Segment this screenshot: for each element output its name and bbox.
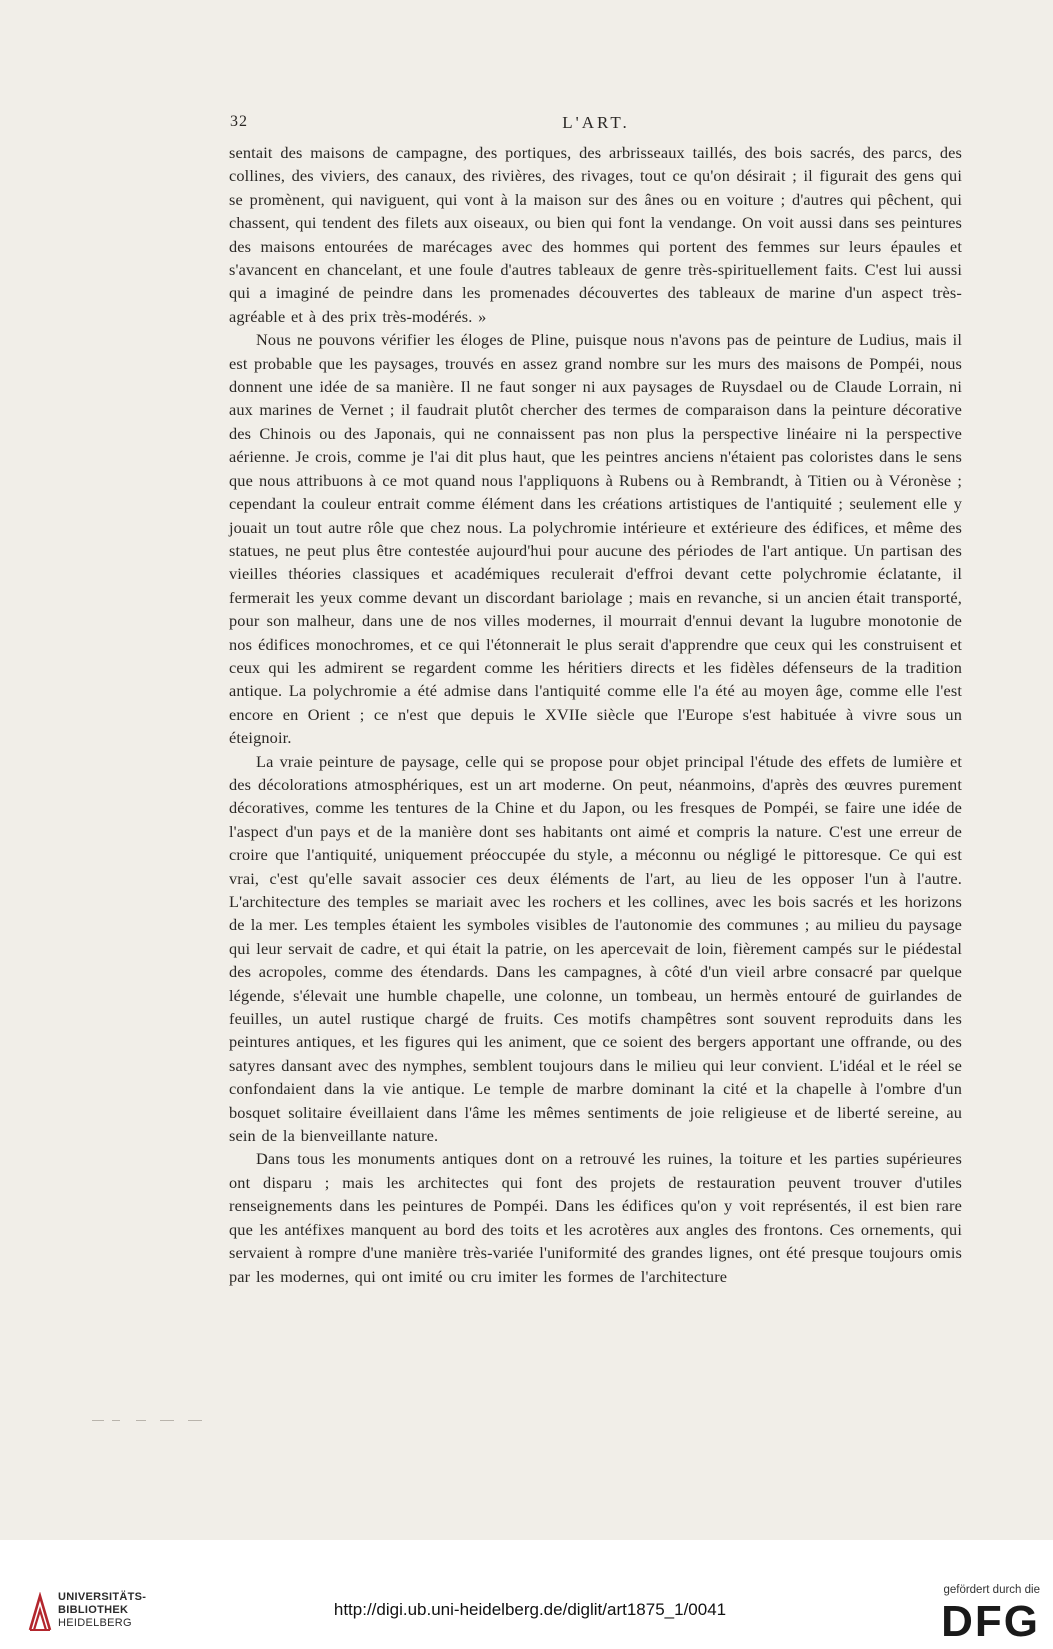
scan-mark xyxy=(160,1420,174,1421)
sponsor-caption: gefördert durch die xyxy=(943,1584,1040,1596)
journal-title: L'ART. xyxy=(562,113,630,132)
footer-bar xyxy=(0,1540,1053,1649)
sponsor-block xyxy=(920,1584,1040,1646)
scan-mark xyxy=(112,1420,120,1421)
library-name: UNIVERSITÄTS- BIBLIOTHEK HEIDELBERG xyxy=(58,1591,147,1629)
scan-mark xyxy=(92,1420,104,1421)
running-head xyxy=(230,113,962,135)
permalink-url[interactable]: http://digi.ub.uni-heidelberg.de/diglit/art1875_1/0041 xyxy=(333,1600,727,1619)
paragraph-4: Dans tous les monuments antiques dont on a retrouvé les ruines, la toiture et les parties supérieures ont disparu ; mais les architectes qui font des projets de restauration peuvent trouver d'utiles renseignements dans les peintures de Pompéi. Dans les édifices qu'on y voit représentés, il est bien rare que les antéfixes manquent au bord des toits et les acrotères aux angles des frontons. Ces ornements, qui servaient à rompre d'une manière très-variée l'uniformité des grandes lignes, ont été presque toujours omis par les modernes, qui ont imité ou cru imiter les formes de l'architecture xyxy=(229,1149,962,1286)
library-logo[interactable] xyxy=(28,1590,178,1636)
paragraph-3: La vraie peinture de paysage, celle qui se propose pour objet principal l'étude des effets de lumière et des décolorations atmosphériques, est un art moderne. On peut, néanmoins, d'après des œuvres purement décoratives, comme les tentures de la Chine et du Japon, ou les fresques de Pompéi, se faire une idée de l'aspect d'un pays et de la manière dont ses habitants ont aimé et compris la nature. C'est une erreur de croire que l'antiquité, uniquement préoccupée du style, a méconnu ou négligé le pittoresque. Ce qui est vrai, c'est qu'elle savait associer ces deux éléments de l'art, au lieu de les opposer l'un à l'autre. L'architecture des temples se mariait avec les rochers et les collines, avec les bois sacrés et les horizons de la mer. Les temples étaient les symboles visibles de l'autonomie des communes ; au milieu du paysage qui leur servait de cadre, et qui était la patrie, on les apercevait de loin, fièrement campés sur le piédestal des acropoles, comme des étendards. Dans les campagnes, à côté d'un vieil arbre consacré par quelque légende, s'élevait une humble chapelle, une colonne, un tombeau, un hermès entouré de guirlandes de feuilles, un autel rustique chargé de fruits. Ces motifs champêtres sont souvent reproduits dans les peintures antiques, et les figures qui les animent, que ce soient des bergers apportant une offrande, ou des satyres dansant avec des nymphes, semblent toujours dans le milieu qui leur convient. L'idéal et le réel se confondaient dans la vie antique. Le temple de marbre dominant la cité et la chapelle à l'ombre d'un bosquet solitaire éveillaient dans l'âme les mêmes sentiments de joie religieuse et de liberté sereine, au sein de la bienveillante nature. xyxy=(229,751,962,1146)
article-body xyxy=(229,141,962,1288)
paragraph-1: sentait des maisons de campagne, des portiques, des arbrisseaux taillés, des bois sacrés, des parcs, des collines, des viviers, des canaux, des rivières, des rivages, tout ce qu'on désirait ; il figurait des gens qui se promènent, qui naviguent, qui vont à la maison sur des ânes ou en voiture ; d'autres qui pêchent, qui chassent, qui tendent des filets aux oiseaux, ou bien qui font la vendange. On voit aussi dans ses peintures des maisons entourées de marécages avec des hommes qui portent des femmes sur leurs épaules et s'avancent en chancelant, et une foule d'autres tableaux de genre très-spirituellement faits. C'est lui aussi qui a imaginé de peindre dans les promenades découvertes des tableaux de marine d'un aspect très-agréable et à des prix très-modérés. » xyxy=(229,143,962,326)
paragraph-2: Nous ne pouvons vérifier les éloges de Pline, puisque nous n'avons pas de peinture de Ludius, mais il est probable que les paysages, trouvés en assez grand nombre sur les murs des maisons de Pompéi, nous donnent une idée de sa manière. Il ne faut songer ni aux paysages de Ruysdael ou de Claude Lorrain, ni aux marines de Vernet ; il faudrait plutôt chercher des termes de comparaison dans la peinture décorative des Chinois ou des Japonais, qui ne connaissent pas non plus la perspective linéaire ni la perspective aérienne. Je crois, comme je l'ai dit plus haut, que les peintres anciens n'étaient pas coloristes dans le sens que nous attribuons à ce mot quand nous l'appliquons à Rubens ou à Rembrandt, à Titien ou à Véronèse ; cependant la couleur entrait comme élément dans les créations artistiques de l'antiquité ; seulement elle y jouait un tout autre rôle que chez nous. La polychromie intérieure et extérieure des édifices, et même des statues, ne peut plus être contestée aujourd'hui pour aucune des périodes de l'art antique. Un partisan des vieilles théories classiques et académiques reculerait d'effroi devant cette polychromie éclatante, il fermerait les yeux comme devant un discordant bariolage ; mais en revanche, si un ancien était transporté, pour son malheur, dans une de nos villes modernes, il mourrait d'ennui devant la lugubre monotonie de nos édifices monochromes, et ce qui l'étonnerait le plus serait d'apprendre que ceux qui les construisent et ceux qui les admirent se regardent comme les héritiers directs et les fidèles défenseurs de la tradition antique. La polychromie a été admise dans l'antiquité comme elle l'a été au moyen âge, comme elle l'est encore en Orient ; ce n'est que depuis le XVIIe siècle que l'Europe s'est habituée à vivre sous un éteignoir. xyxy=(229,330,962,748)
library-emblem-icon xyxy=(28,1592,52,1632)
scan-mark xyxy=(136,1420,146,1421)
dfg-logo[interactable]: DFG xyxy=(941,1597,1040,1646)
scan-mark xyxy=(188,1420,202,1421)
page-number: 32 xyxy=(230,113,248,130)
